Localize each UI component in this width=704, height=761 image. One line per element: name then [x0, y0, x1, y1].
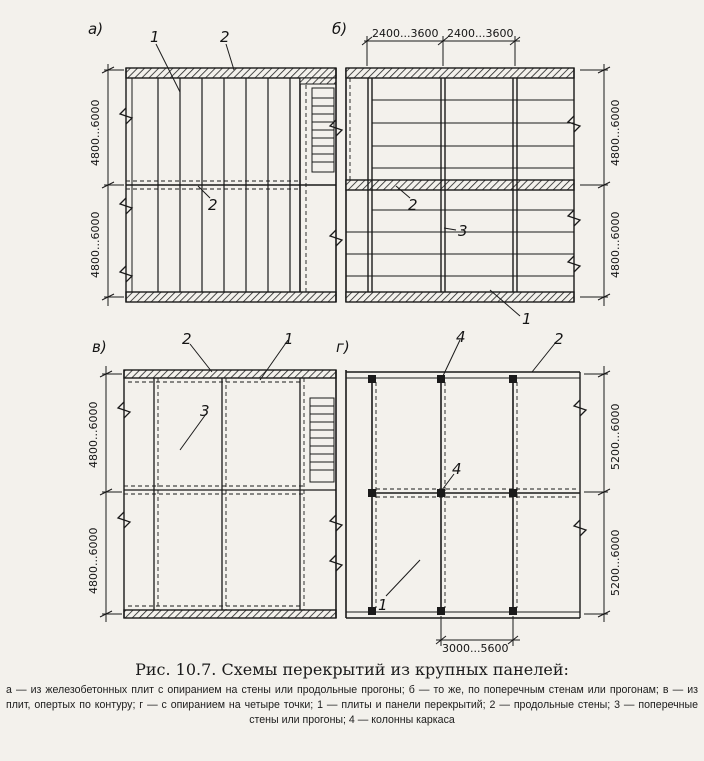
callout-a-1: 1 [150, 28, 160, 46]
plate-grid-v [124, 378, 336, 610]
dim-g-top: 5200...6000 [609, 403, 622, 470]
caption-legend: а — из железобетонных плит с опиранием на стены или продольные прогоны; б — то же, по поперечным стенам или прогонам; в — из плит, опертых по контуру; г — с опиранием на четыре точки; 1 — плиты и панели перекрытий; 2 — продольные стены; 3 — поперечные стены или прогоны; 4 — колонны каркаса [6, 684, 698, 726]
columns-g [368, 375, 517, 615]
panel-label-g: г) [336, 338, 350, 356]
callout-b-1: 1 [522, 310, 532, 328]
longitudinal-wall-top [126, 68, 336, 78]
scheme-a [120, 68, 336, 302]
dim-v-top: 4800...6000 [87, 401, 100, 468]
panel-label-a: а) [88, 20, 104, 38]
stairwell-bottom [310, 370, 346, 618]
scheme-b [346, 68, 580, 302]
dim-a-bottom: 4800...6000 [89, 211, 102, 278]
dim-a-top: 4800...6000 [89, 99, 102, 166]
callout-a-2: 2 [220, 28, 230, 46]
callout-v-1: 1 [284, 330, 294, 348]
dim-b-top-2: 2400...3600 [447, 27, 514, 40]
stair-wall-a [300, 78, 336, 84]
scheme-g [346, 372, 586, 618]
dim-g-bottom: 5200...6000 [609, 529, 622, 596]
panel-label-b: б) [332, 20, 348, 38]
longitudinal-wall-bottom-b [346, 292, 574, 302]
dim-g-bottom-span: 3000...5600 [442, 642, 509, 655]
caption-title: Рис. 10.7. Схемы перекрытий из крупных панелей: [135, 660, 569, 679]
frame-beams-g [372, 378, 580, 612]
callout-a-2-mid: 2 [208, 196, 218, 214]
leader-lines [156, 44, 556, 596]
dim-b-top-1: 2400...3600 [372, 27, 439, 40]
scheme-v [118, 370, 336, 618]
longitudinal-wall-top-b [346, 68, 574, 78]
dim-b-right-top: 4800...6000 [609, 99, 622, 166]
callout-g-4-mid: 4 [452, 460, 462, 478]
dimension-lines [100, 36, 610, 646]
longitudinal-wall-bottom [126, 292, 336, 302]
dim-b-right-bottom: 4800...6000 [609, 211, 622, 278]
callout-g-2: 2 [554, 330, 564, 348]
callout-g-1: 1 [378, 596, 388, 614]
callout-v-2: 2 [182, 330, 192, 348]
callout-b-2: 2 [408, 196, 418, 214]
dim-v-bottom: 4800...6000 [87, 527, 100, 594]
callout-b-3: 3 [458, 222, 468, 240]
callout-v-3: 3 [200, 402, 210, 420]
panel-label-v: в) [92, 338, 107, 356]
figure-caption [0, 660, 704, 728]
longitudinal-wall-middle-b [346, 180, 574, 190]
callout-g-4-top: 4 [456, 328, 466, 346]
